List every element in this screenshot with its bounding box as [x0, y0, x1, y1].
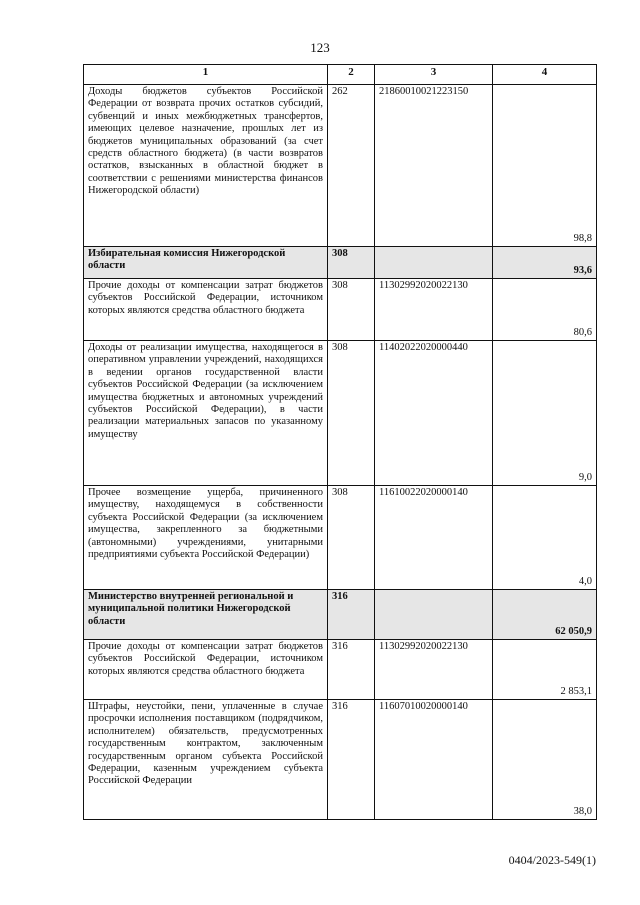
row-admin-code: 316: [328, 700, 375, 820]
row-kbk: [375, 590, 493, 640]
row-admin-code: 262: [328, 85, 375, 247]
row-description: Доходы бюджетов субъектов Российской Федерации от возврата прочих остатков субсидий, субвенций и иных межбюджетных трансфертов, имеющих целевое назначение, прошлых лет из бюджетов муниципальных образований (за счет средств областного бюджета) (в части возвратов остатков, взысканных в областной бюджет в соответствии с решениями министерства финансов Нижегородской области): [84, 85, 328, 247]
row-amount: 9,0: [493, 341, 597, 486]
table-row: [84, 279, 597, 341]
row-kbk: 11402022020000440: [375, 341, 493, 486]
row-admin-code: 308: [328, 279, 375, 341]
row-kbk: 11302992020022130: [375, 279, 493, 341]
column-header-2: 2: [328, 65, 375, 85]
row-description: Избирательная комиссия Нижегородской области: [84, 247, 328, 279]
page-number: 123: [310, 40, 330, 55]
row-amount: 4,0: [493, 486, 597, 590]
table-row: [84, 700, 597, 820]
column-header-1: 1: [84, 65, 328, 85]
table-row: [84, 486, 597, 590]
row-admin-code: 308: [328, 341, 375, 486]
row-admin-code: 316: [328, 590, 375, 640]
row-amount: 93,6: [493, 247, 597, 279]
table-row: [84, 85, 597, 247]
row-description: Прочее возмещение ущерба, причиненного имуществу, находящемуся в собственности субъекта Российской Федерации (за исключением имущества, закрепленного за бюджетными (автономными) учреждениями, унитарными предприятиями субъекта Российской Федерации): [84, 486, 328, 590]
row-admin-code: 316: [328, 640, 375, 700]
row-amount: 80,6: [493, 279, 597, 341]
table-row: [84, 341, 597, 486]
revenue-table: [83, 64, 597, 820]
column-header-4: 4: [493, 65, 597, 85]
row-kbk: 21860010021223150: [375, 85, 493, 247]
row-amount: 2 853,1: [493, 640, 597, 700]
row-description: Прочие доходы от компенсации затрат бюджетов субъектов Российской Федерации, источником которых являются средства областного бюджета: [84, 279, 328, 341]
row-amount: 98,8: [493, 85, 597, 247]
row-kbk: [375, 247, 493, 279]
document-code: 0404/2023-549(1): [508, 853, 596, 867]
row-kbk: 11607010020000140: [375, 700, 493, 820]
table-row-section: [84, 247, 597, 279]
row-admin-code: 308: [328, 247, 375, 279]
row-admin-code: 308: [328, 486, 375, 590]
row-kbk: 11302992020022130: [375, 640, 493, 700]
table-header-row: [84, 65, 597, 85]
row-kbk: 11610022020000140: [375, 486, 493, 590]
row-description: Штрафы, неустойки, пени, уплаченные в случае просрочки исполнения поставщиком (подрядчиком, исполнителем) обязательств, предусмотренных государственным контрактом, заключенным государственным органом субъекта Российской Федерации, казенным учреждением субъекта Российской Федерации: [84, 700, 328, 820]
column-header-3: 3: [375, 65, 493, 85]
row-description: Прочие доходы от компенсации затрат бюджетов субъектов Российской Федерации, источником которых являются средства областного бюджета: [84, 640, 328, 700]
row-amount: 62 050,9: [493, 590, 597, 640]
row-amount: 38,0: [493, 700, 597, 820]
row-description: Министерство внутренней региональной и муниципальной политики Нижегородской области: [84, 590, 328, 640]
table-row: [84, 640, 597, 700]
table-row-section: [84, 590, 597, 640]
row-description: Доходы от реализации имущества, находящегося в оперативном управлении учреждений, находящихся в ведении органов государственной власти субъектов Российской Федерации (за исключением имущества бюджетных и автономных учреждений субъектов Российской Федерации), в части реализации материальных запасов по указанному имуществу: [84, 341, 328, 486]
